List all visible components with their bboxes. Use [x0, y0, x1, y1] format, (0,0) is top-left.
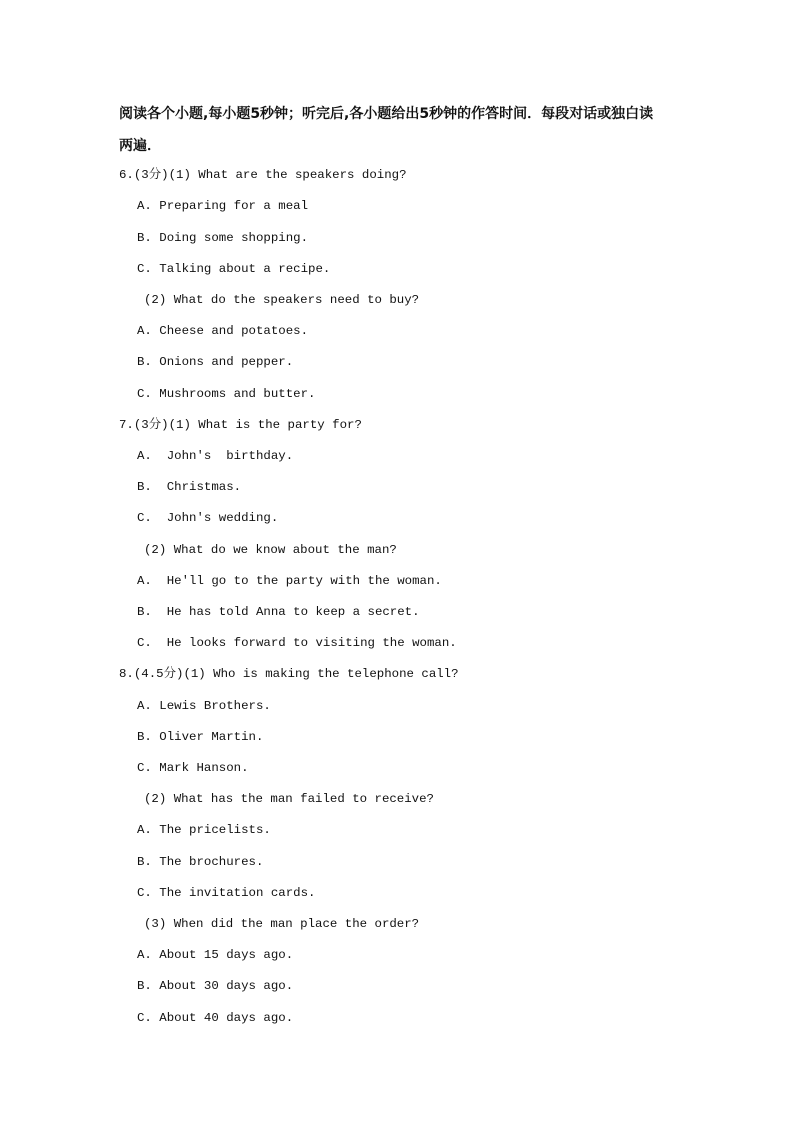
question-7-part-2: (2) What do we know about the man? [144, 543, 397, 557]
q8-3-option-b: B. About 30 days ago. [137, 979, 294, 993]
q7-2-option-b: B. He has told Anna to keep a secret. [137, 605, 420, 619]
q8-2-option-a: A. The pricelists. [137, 823, 271, 837]
q6-2-option-b: B. Onions and pepper. [137, 355, 294, 369]
q8-1-option-c: C. Mark Hanson. [137, 761, 249, 775]
q8-2-option-b: B. The brochures. [137, 855, 264, 869]
q7-1-option-c: C. John's wedding. [137, 511, 279, 525]
q6-2-option-a: A. Cheese and potatoes. [137, 324, 309, 338]
q6-1-option-b: B. Doing some shopping. [137, 231, 309, 245]
q7-2-option-c: C. He looks forward to visiting the woman. [137, 636, 457, 650]
question-7-heading: 7.(3分)(1) What is the party for? [119, 418, 362, 432]
instructions-line-2: 两遍． [119, 138, 161, 154]
q8-1-option-a: A. Lewis Brothers. [137, 699, 271, 713]
q6-2-option-c: C. Mushrooms and butter. [137, 387, 316, 401]
q7-2-option-a: A. He'll go to the party with the woman. [137, 574, 442, 588]
question-8-heading: 8.(4.5分)(1) Who is making the telephone call? [119, 667, 459, 681]
q6-1-option-a: A. Preparing for a meal [137, 199, 309, 213]
q8-3-option-c: C. About 40 days ago. [137, 1011, 294, 1025]
question-8-part-2: (2) What has the man failed to receive? [144, 792, 434, 806]
question-6-heading: 6.(3分)(1) What are the speakers doing? [119, 168, 407, 182]
q7-1-option-b: B. Christmas. [137, 480, 242, 494]
q7-1-option-a: A. John's birthday. [137, 449, 294, 463]
instructions-line-1: 阅读各个小题,每小题5秒钟；听完后,各小题给出5秒钟的作答时间．每段对话或独白读 [119, 106, 654, 122]
q8-2-option-c: C. The invitation cards. [137, 886, 316, 900]
question-6-part-2: (2) What do the speakers need to buy? [144, 293, 420, 307]
q8-1-option-b: B. Oliver Martin. [137, 730, 264, 744]
q6-1-option-c: C. Talking about a recipe. [137, 262, 331, 276]
question-8-part-3: (3) When did the man place the order? [144, 917, 420, 931]
q8-3-option-a: A. About 15 days ago. [137, 948, 294, 962]
